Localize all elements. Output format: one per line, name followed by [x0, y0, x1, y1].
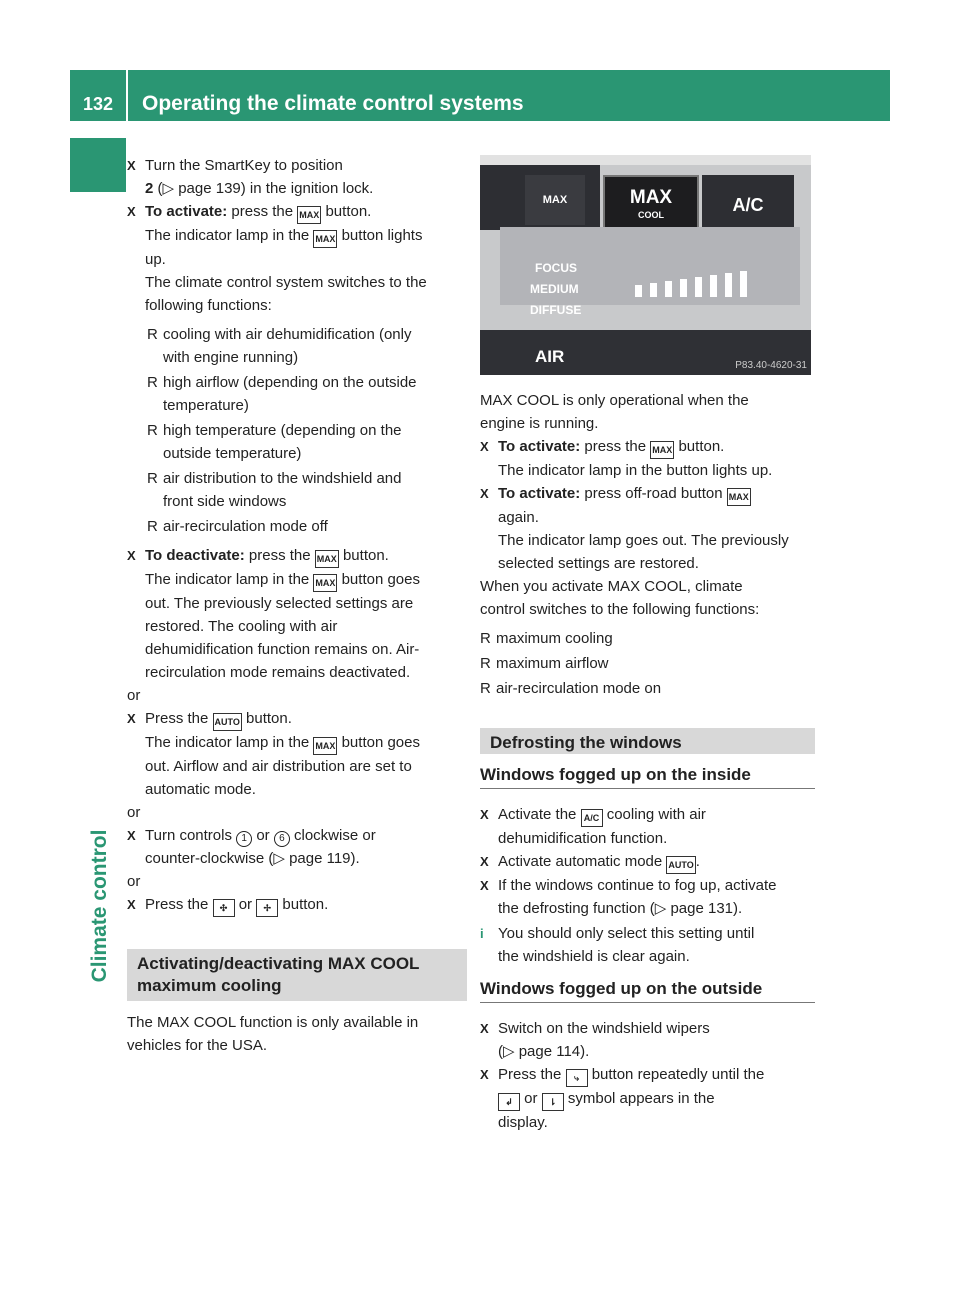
side-tab-label-wrap	[86, 796, 114, 1016]
position-number: 2	[145, 180, 154, 197]
text-span: The indicator lamp in the	[145, 571, 314, 588]
photo-ac-button	[702, 175, 794, 235]
text-line: air distribution to the windshield and	[163, 470, 402, 487]
label: To activate:	[498, 438, 581, 455]
step-marker-icon: X	[127, 828, 136, 843]
max-cool-icon: MAX	[727, 488, 751, 506]
step-marker-icon: X	[480, 1021, 489, 1036]
text-line: outside temperature)	[163, 445, 302, 462]
text-line	[498, 1087, 815, 1111]
text-line: recirculation mode remains deactivated.	[145, 664, 411, 681]
text-line: front side windows	[163, 493, 287, 510]
fan-down-icon: ✢	[256, 899, 278, 917]
photo-air-button	[535, 347, 564, 367]
text-line: The indicator lamp in the button lights up.	[498, 462, 773, 479]
text-line: maximum cooling	[496, 630, 613, 647]
photo-label: COOL	[638, 210, 664, 220]
text-span: button repeatedly until the	[587, 1066, 765, 1083]
step-marker-icon: X	[480, 854, 489, 869]
max-defrost-icon: MAX	[313, 230, 337, 248]
max-defrost-icon: MAX	[313, 737, 337, 755]
text-line	[145, 731, 467, 755]
text-line	[145, 200, 467, 224]
step-deactivate	[127, 544, 467, 684]
text-span: button.	[338, 547, 389, 564]
side-tab	[70, 138, 126, 1302]
ac-rest-icon: A/C	[581, 809, 603, 827]
text-line: dehumidification function.	[498, 830, 668, 847]
chapter-title: Operating the climate control systems	[142, 92, 524, 115]
text-line: the defrosting function (▷ page 131).	[498, 900, 743, 917]
step-defrost	[480, 874, 815, 920]
airflow-mode-icon: ⤷	[566, 1069, 588, 1087]
info-note	[480, 922, 815, 968]
subheading-outside: Windows fogged up on the outside	[480, 978, 815, 1003]
max-defrost-icon: MAX	[315, 550, 339, 568]
step-airflow	[480, 1063, 815, 1134]
text-line	[145, 824, 467, 847]
text-span: press the	[227, 203, 298, 220]
step-maxcool-offroad	[480, 482, 815, 575]
step-maxcool-activate	[480, 435, 815, 482]
photo-defrost-button	[525, 175, 585, 225]
text-line: You should only select this setting until	[498, 925, 755, 942]
step-wipers	[480, 1017, 815, 1063]
photo-code: P83.40-4620-31	[735, 360, 807, 371]
list-item: R air-recirculation mode off	[127, 515, 467, 538]
text-span: Activate automatic mode	[498, 853, 667, 870]
page-header	[70, 70, 890, 121]
right-column	[480, 389, 815, 1134]
text-line: dehumidification function remains on. Air-	[145, 641, 420, 658]
auto-icon: AUTO	[666, 856, 695, 874]
left-column	[127, 154, 467, 1057]
text-line: MAX COOL is only operational when the	[480, 392, 749, 409]
fan-up-icon: ✣	[213, 899, 235, 917]
text-line: vehicles for the USA.	[127, 1037, 268, 1054]
list-item: R maximum cooling	[480, 627, 815, 650]
text-span: press the	[244, 547, 315, 564]
text-span: cooling with air	[602, 806, 706, 823]
text-span: Press the	[498, 1066, 566, 1083]
page-number: 132	[82, 94, 114, 114]
text-line: (▷ page 114).	[498, 1043, 590, 1060]
text-line: The indicator lamp goes out. The previously	[498, 532, 789, 549]
text-line: up.	[145, 251, 166, 268]
text-line: display.	[498, 1114, 548, 1131]
photo-label: MAX	[629, 187, 673, 208]
text-line: temperature)	[163, 397, 249, 414]
info-icon: i	[480, 926, 484, 941]
text-line: high airflow (depending on the outside	[163, 374, 417, 391]
step-marker-icon: X	[127, 711, 136, 726]
text-line: again.	[498, 509, 539, 526]
text-span: or	[252, 827, 274, 844]
text-line: Turn the SmartKey to position	[145, 157, 343, 174]
text-line: air-recirculation mode on	[496, 680, 662, 697]
step-marker-icon: X	[480, 807, 489, 822]
text-span: button lights	[337, 227, 423, 244]
text-span: The indicator lamp in the	[145, 227, 314, 244]
text-span: Press the	[145, 710, 213, 727]
text-line: control switches to the following functions:	[480, 601, 760, 618]
step-marker-icon: X	[127, 158, 136, 173]
text-line: Switch on the windshield wipers	[498, 1020, 710, 1037]
text-span: button.	[278, 896, 329, 913]
text-line	[498, 1063, 815, 1087]
step-smartkey	[127, 154, 467, 200]
max-cool-icon: MAX	[650, 441, 674, 459]
text-span: button.	[241, 710, 292, 727]
photo-label: DIFFUSE	[530, 303, 582, 317]
text-span: Activate the	[498, 806, 581, 823]
text-line: cooling with air dehumidification (only	[163, 326, 412, 343]
text-line: If the windows continue to fog up, activate	[498, 877, 777, 894]
text-line	[145, 893, 467, 917]
text-line: engine is running.	[480, 415, 599, 432]
text-line: counter-clockwise (▷ page 119).	[145, 850, 360, 867]
text-line: restored. The cooling with air	[145, 618, 338, 635]
step-activate	[127, 200, 467, 317]
text-line: automatic mode.	[145, 781, 256, 798]
header-divider	[126, 70, 128, 121]
step-marker-icon: X	[480, 439, 489, 454]
or-text: or	[127, 687, 141, 704]
text-span: Turn controls	[145, 827, 237, 844]
text-span: .	[695, 853, 700, 870]
photo-label: MAX	[542, 194, 568, 206]
text-line: The climate control system switches to the	[145, 274, 427, 291]
step-ac	[480, 803, 815, 850]
step-marker-icon: X	[127, 548, 136, 563]
photo-label: A/C	[732, 195, 764, 215]
text-span: press off-road button	[580, 485, 727, 502]
text-span: button goes	[337, 734, 420, 751]
text-span: button.	[321, 203, 372, 220]
text-line: following functions:	[145, 297, 272, 314]
heading-line: maximum cooling	[137, 976, 282, 995]
text-line: out. The previously selected settings are	[145, 595, 414, 612]
text-line	[498, 435, 815, 459]
control-6-icon: 6	[274, 831, 290, 847]
text-line: The MAX COOL function is only available in	[127, 1014, 419, 1031]
text-line: selected settings are restored.	[498, 555, 699, 572]
step-marker-icon: X	[480, 878, 489, 893]
or-text: or	[127, 804, 141, 821]
photo-label: FOCUS	[535, 261, 577, 275]
step-controls	[127, 824, 467, 870]
text-line: with engine running)	[163, 349, 299, 366]
list-item: R high airflow (depending on the outside temperature)	[127, 371, 467, 417]
list-item: R air distribution to the windshield and front side windows	[127, 467, 467, 513]
step-marker-icon: X	[480, 1067, 489, 1082]
text-line: out. Airflow and air distribution are set to	[145, 758, 412, 775]
text-line	[145, 544, 467, 568]
max-defrost-icon: MAX	[313, 574, 337, 592]
text-span: or	[234, 896, 257, 913]
step-marker-icon: X	[127, 204, 136, 219]
text-line	[145, 224, 467, 248]
text-line	[145, 568, 467, 592]
text-line	[498, 803, 815, 827]
text-line: the windshield is clear again.	[498, 948, 690, 965]
control-1-icon: 1	[236, 831, 252, 847]
text-line	[498, 482, 815, 506]
label: To activate:	[145, 203, 228, 220]
side-tab-block	[70, 138, 126, 192]
max-defrost-icon: MAX	[297, 206, 321, 224]
section-heading: Defrosting the windows	[480, 728, 815, 754]
section-heading	[127, 949, 467, 1001]
text-span: The indicator lamp in the	[145, 734, 314, 751]
climate-control-photo	[480, 155, 811, 375]
list-item: R maximum airflow	[480, 652, 815, 675]
label: To activate:	[498, 485, 581, 502]
step-fan	[127, 893, 467, 917]
text-line: maximum airflow	[496, 655, 609, 672]
text-span: button.	[674, 438, 725, 455]
photo-label: AIR	[535, 347, 565, 366]
text-span: button goes	[337, 571, 420, 588]
text-line	[498, 850, 815, 874]
auto-icon: AUTO	[213, 713, 242, 731]
step-automatic	[480, 850, 815, 874]
text-span: Press the	[145, 896, 213, 913]
or-text: or	[127, 873, 141, 890]
step-marker-icon: X	[127, 897, 136, 912]
text-span: (▷ page 139) in the ignition lock.	[153, 180, 374, 197]
list-item: R air-recirculation mode on	[480, 677, 815, 700]
photo-label: MEDIUM	[530, 282, 579, 296]
airflow-up-icon: ↲	[498, 1093, 520, 1111]
text-line	[145, 707, 467, 731]
subheading-inside: Windows fogged up on the inside	[480, 764, 815, 789]
list-item: R high temperature (depending on the outside temperature)	[127, 419, 467, 465]
text-span: clockwise or	[289, 827, 376, 844]
airflow-both-icon: ⇂	[542, 1093, 564, 1111]
label: To deactivate:	[145, 547, 245, 564]
step-auto	[127, 707, 467, 801]
step-marker-icon: X	[480, 486, 489, 501]
text-span: press the	[580, 438, 651, 455]
side-tab-label: Climate control	[88, 829, 111, 983]
text-line	[145, 177, 467, 200]
text-line: high temperature (depending on the	[163, 422, 402, 439]
text-span: or	[520, 1090, 542, 1107]
list-item: R cooling with air dehumidification (only with engine running)	[127, 323, 467, 369]
text-line: air-recirculation mode off	[163, 518, 328, 535]
text-span: symbol appears in the	[563, 1090, 715, 1107]
heading-line: Activating/deactivating MAX COOL	[137, 954, 420, 973]
text-line: When you activate MAX COOL, climate	[480, 578, 743, 595]
